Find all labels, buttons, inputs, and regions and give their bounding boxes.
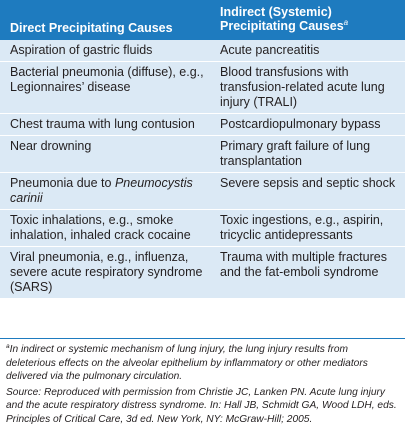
footnote — [6, 343, 399, 384]
source-note: Source: Reproduced with permission from Christie JC, Lanken PN. Acute lung injury and the acute respiratory distress syndrome. In: Hall JB, Schmidt GA, Wood LDH, eds. Principles of Critical Care, 3d ed. New York, NY: McGraw-Hill; 2005. — [6, 386, 397, 425]
direct-cause-prefix: Pneumonia due to — [10, 176, 115, 190]
table-header — [0, 0, 405, 40]
direct-cause-cell: Viral pneumonia, e.g., influenza, severe acute respiratory syndrome (SARS) — [10, 250, 203, 294]
table-row — [0, 246, 405, 298]
header-indirect-line1: Indirect (Systemic) — [220, 5, 332, 19]
indirect-cause-cell: Acute pancreatitis — [220, 43, 320, 57]
direct-cause-cell: Chest trauma with lung contusion — [10, 117, 195, 131]
organism-name: Pneumocystis carinii — [10, 176, 193, 205]
header-footnote-marker: a — [343, 18, 349, 27]
table-row — [0, 113, 405, 135]
indirect-cause-cell: Primary graft failure of lung transplantation — [220, 139, 371, 168]
header-direct — [0, 0, 210, 40]
table-row — [0, 61, 405, 113]
footnote-text: In indirect or systemic mechanism of lung injury, the lung injury results from deleterious effects on the alveolar epithelium by inflammatory or other mediators delivered via the pulmonary circulation. — [6, 344, 368, 382]
indirect-cause-cell: Blood transfusions with transfusion-related acute lung injury (TRALI) — [220, 65, 385, 109]
header-direct-label: Direct Precipitating Causes — [10, 21, 173, 35]
header-indirect-line2: Precipitating Causes — [220, 19, 344, 33]
footnote-marker: a — [6, 343, 10, 350]
table-row — [0, 40, 405, 61]
direct-cause-cell: Toxic inhalations, e.g., smoke inhalation, inhaled crack cocaine — [10, 213, 191, 242]
indirect-cause-cell: Postcardiopulmonary bypass — [220, 117, 381, 131]
table-notes — [0, 338, 405, 428]
indirect-cause-cell: Trauma with multiple fractures and the fat-emboli syndrome — [220, 250, 387, 279]
direct-cause-cell: Bacterial pneumonia (diffuse), e.g., Legionnaires’ disease — [10, 65, 204, 94]
direct-cause-cell: Near drowning — [10, 139, 92, 153]
table-row — [0, 209, 405, 246]
indirect-cause-cell: Severe sepsis and septic shock — [220, 176, 396, 190]
table-row — [0, 172, 405, 209]
direct-cause-cell: Aspiration of gastric fluids — [10, 43, 153, 57]
table-row — [0, 135, 405, 172]
direct-cause-cell — [0, 173, 210, 209]
indirect-cause-cell: Toxic ingestions, e.g., aspirin, tricyclic antidepressants — [220, 213, 384, 242]
header-indirect — [210, 0, 405, 40]
